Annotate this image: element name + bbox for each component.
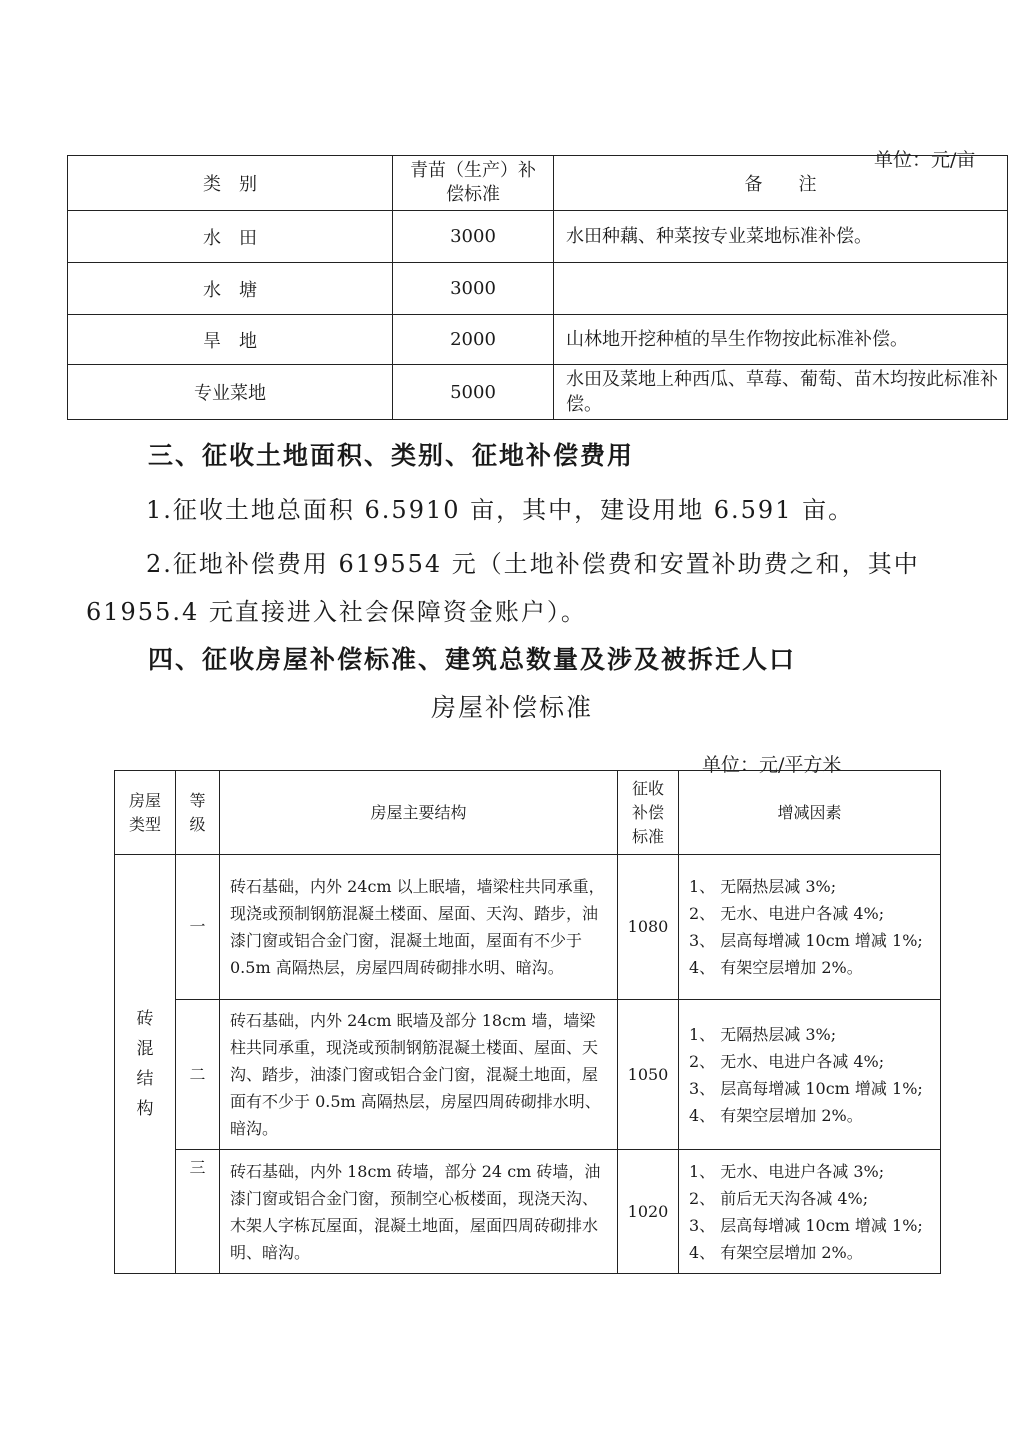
category-cell: 旱 地: [68, 315, 393, 365]
house-type-label: 砖混结构: [136, 1009, 154, 1119]
table-row: [115, 1150, 941, 1274]
factors-cell: [679, 855, 941, 1000]
factor-item: 1、 无水、电进户各减 3%;: [689, 1161, 885, 1181]
structure-cell: 砖石基础，内外 24cm 以上眠墙，墙梁柱共同承重，现浇或预制钢筋混凝土楼面、屋面、天沟、踏步，油漆门窗或铝合金门窗，混凝土地面，屋面有不少于 0.5m 高隔热层，房屋四周砖砌排水明、暗沟。: [220, 855, 618, 1000]
factor-item: 2、 无水、电进户各减 4%;: [689, 904, 885, 923]
factor-item: 1、 无隔热层减 3%;: [689, 1024, 837, 1044]
standard-cell: 1080: [618, 855, 679, 1000]
factor-item: 3、 层高每增减 10cm 增减 1%;: [689, 931, 923, 950]
grade-cell: 二: [176, 1000, 220, 1150]
remark-cell: [554, 263, 1008, 315]
standard-cell: 1050: [618, 1000, 679, 1150]
header-standard: 征收补偿标准: [618, 771, 679, 855]
table-header-row: [68, 156, 1008, 211]
grade-cell: 一: [176, 855, 220, 1000]
standard-cell: 1020: [618, 1150, 679, 1274]
land-table-unit: 单位：元/亩: [874, 149, 976, 171]
table-row: [68, 315, 1008, 365]
section3-heading: 三、征收土地面积、类别、征地补偿费用: [148, 441, 635, 470]
factor-item: 4、 有架空层增加 2%。: [689, 1242, 863, 1262]
header-standard: 青苗（生产）补偿标准: [393, 156, 554, 211]
category-cell: 专业菜地: [68, 365, 393, 420]
standard-cell: 5000: [393, 365, 554, 420]
header-factors: 增减因素: [679, 771, 941, 855]
factors-cell: [679, 1150, 941, 1274]
table-row: [68, 211, 1008, 263]
factors-cell: [679, 1000, 941, 1150]
house-compensation-table: [114, 770, 941, 1274]
section3-paragraph-1: 1.征收土地总面积 6.5910 亩，其中，建设用地 6.591 亩。: [146, 496, 855, 524]
land-compensation-table: [67, 155, 1008, 420]
structure-cell: 砖石基础，内外 18cm 砖墙，部分 24 cm 砖墙，油漆门窗或铝合金门窗，预制空心板楼面，现浇天沟、木架人字栋瓦屋面，混凝土地面，屋面四周砖砌排水明、暗沟。: [220, 1150, 618, 1274]
factor-item: 4、 有架空层增加 2%。: [689, 1105, 863, 1125]
category-cell: 水 田: [68, 211, 393, 263]
standard-cell: 2000: [393, 315, 554, 365]
section3-paragraph-2-line2: 61955.4 元直接进入社会保障资金账户）。: [86, 598, 587, 626]
header-house-type: 房屋类型: [115, 771, 176, 855]
remark-cell: 水田及菜地上种西瓜、草莓、葡萄、苗木均按此标准补偿。: [554, 365, 1008, 420]
category-cell: 水 塘: [68, 263, 393, 315]
table-row: [68, 365, 1008, 420]
factor-item: 4、 有架空层增加 2%。: [689, 958, 863, 977]
house-table-unit: 单位：元/平方米: [702, 754, 842, 776]
table-row: [68, 263, 1008, 315]
header-category: 类 别: [68, 156, 393, 211]
section3-paragraph-2-line1: 2.征地补偿费用 619554 元（土地补偿费和安置补助费之和，其中: [146, 550, 920, 578]
remark-cell: 山林地开挖种植的旱生作物按此标准补偿。: [554, 315, 1008, 365]
grade-cell: 三: [176, 1150, 220, 1274]
factor-item: 1、 无隔热层减 3%;: [689, 877, 837, 896]
factor-item: 2、 无水、电进户各减 4%;: [689, 1051, 885, 1071]
table-row: [115, 1000, 941, 1150]
house-table-caption: 房屋补偿标准: [430, 693, 593, 722]
table-row: [115, 855, 941, 1000]
header-grade: 等级: [176, 771, 220, 855]
section4-heading: 四、征收房屋补偿标准、建筑总数量及涉及被拆迁人口: [148, 645, 797, 674]
table-header-row: [115, 771, 941, 855]
header-structure: 房屋主要结构: [220, 771, 618, 855]
standard-cell: 3000: [393, 263, 554, 315]
structure-cell: 砖石基础，内外 24cm 眠墙及部分 18cm 墙，墙梁柱共同承重，现浇或预制钢筋混凝土楼面、屋面、天沟、踏步，油漆门窗或铝合金门窗，混凝土地面，屋面有不少于 0.5m 高隔热层，房屋四周砖砌排水明、暗沟。: [220, 1000, 618, 1150]
header-remark: 备 注: [554, 156, 1008, 211]
factor-item: 3、 层高每增减 10cm 增减 1%;: [689, 1078, 923, 1098]
factor-item: 2、 前后无天沟各减 4%;: [689, 1188, 869, 1208]
remark-cell: 水田种藕、种菜按专业菜地标准补偿。: [554, 211, 1008, 263]
standard-cell: 3000: [393, 211, 554, 263]
house-type-cell: [115, 855, 176, 1274]
factor-item: 3、 层高每增减 10cm 增减 1%;: [689, 1215, 923, 1235]
